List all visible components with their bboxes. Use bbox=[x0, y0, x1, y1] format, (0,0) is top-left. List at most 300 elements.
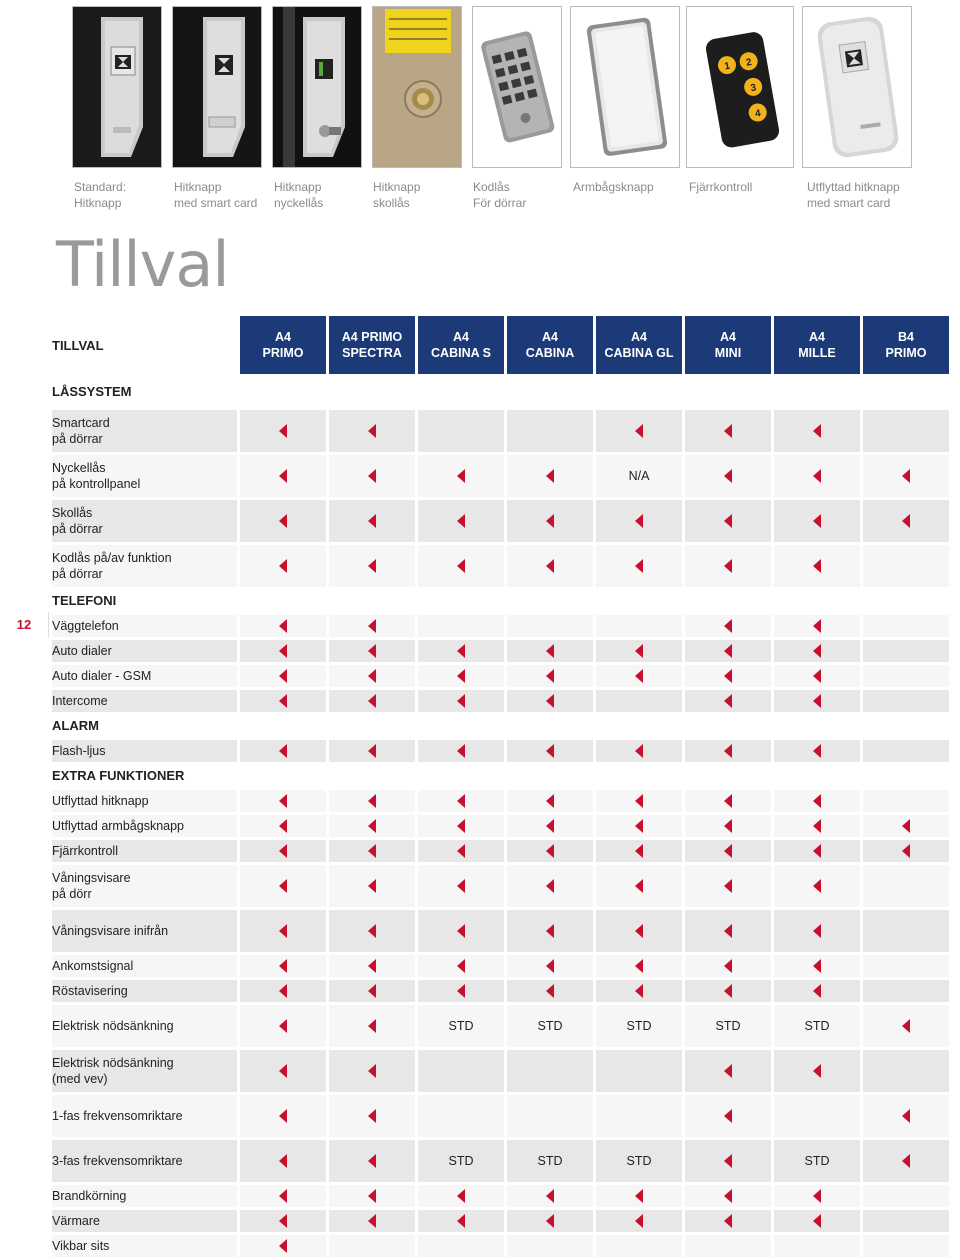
available-marker-icon bbox=[724, 844, 732, 858]
available-marker-icon bbox=[279, 984, 287, 998]
empty-cell bbox=[596, 715, 682, 737]
available-marker-icon bbox=[279, 844, 287, 858]
available-marker-icon bbox=[724, 984, 732, 998]
available-cell bbox=[329, 955, 415, 977]
available-cell bbox=[596, 910, 682, 952]
empty-cell bbox=[685, 377, 771, 407]
available-marker-icon bbox=[368, 959, 376, 973]
available-cell bbox=[774, 815, 860, 837]
table-row bbox=[52, 840, 949, 862]
available-cell bbox=[774, 545, 860, 587]
available-marker-icon bbox=[813, 984, 821, 998]
available-marker-icon bbox=[635, 959, 643, 973]
available-marker-icon bbox=[368, 1214, 376, 1228]
available-marker-icon bbox=[457, 819, 465, 833]
available-cell bbox=[774, 410, 860, 452]
table-row bbox=[52, 1210, 949, 1232]
available-marker-icon bbox=[457, 959, 465, 973]
available-marker-icon bbox=[902, 1019, 910, 1033]
caption-line: med smart card bbox=[174, 196, 258, 210]
row-label-line: Smartcard bbox=[52, 416, 110, 430]
column-header-line: A4 bbox=[542, 330, 558, 344]
empty-cell bbox=[329, 715, 415, 737]
available-marker-icon bbox=[546, 959, 554, 973]
caption-line: Hitknapp bbox=[373, 180, 421, 194]
available-marker-icon bbox=[279, 694, 287, 708]
available-marker-icon bbox=[457, 844, 465, 858]
remote-button-label: 2 bbox=[745, 56, 753, 69]
available-cell bbox=[329, 865, 415, 907]
empty-cell bbox=[329, 765, 415, 787]
caption-line: skollås bbox=[373, 196, 410, 210]
available-marker-icon bbox=[813, 559, 821, 573]
photo-utflyttad-hitknapp bbox=[802, 6, 912, 168]
available-marker-icon bbox=[457, 1214, 465, 1228]
available-cell bbox=[507, 690, 593, 712]
available-cell bbox=[685, 455, 771, 497]
available-marker-icon bbox=[635, 819, 643, 833]
row-label bbox=[52, 455, 237, 497]
available-marker-icon bbox=[368, 644, 376, 658]
available-cell bbox=[774, 980, 860, 1002]
available-cell bbox=[685, 690, 771, 712]
available-marker-icon bbox=[368, 469, 376, 483]
available-marker-icon bbox=[546, 744, 554, 758]
available-marker-icon bbox=[724, 559, 732, 573]
available-marker-icon bbox=[724, 794, 732, 808]
table-row bbox=[52, 665, 949, 687]
table-row bbox=[52, 500, 949, 542]
available-marker-icon bbox=[724, 744, 732, 758]
available-marker-icon bbox=[279, 1154, 287, 1168]
available-marker-icon bbox=[635, 879, 643, 893]
available-cell bbox=[774, 840, 860, 862]
available-cell bbox=[863, 815, 949, 837]
column-header-line: A4 bbox=[631, 330, 647, 344]
available-cell bbox=[329, 840, 415, 862]
available-marker-icon bbox=[368, 794, 376, 808]
row-label-line: 1-fas frekvensomriktare bbox=[52, 1109, 183, 1123]
hitknapp-standard-image bbox=[73, 7, 162, 168]
empty-cell bbox=[507, 590, 593, 612]
available-marker-icon bbox=[813, 1214, 821, 1228]
available-marker-icon bbox=[635, 1189, 643, 1203]
empty-cell bbox=[507, 715, 593, 737]
row-label-line: Intercome bbox=[52, 694, 108, 708]
available-marker-icon bbox=[813, 644, 821, 658]
empty-cell bbox=[863, 545, 949, 587]
available-cell bbox=[240, 1005, 326, 1047]
page-number: 12 bbox=[0, 612, 49, 638]
available-cell bbox=[507, 1210, 593, 1232]
available-marker-icon bbox=[279, 1189, 287, 1203]
column-header-line: CABINA S bbox=[431, 346, 491, 360]
available-marker-icon bbox=[813, 669, 821, 683]
available-marker-icon bbox=[457, 669, 465, 683]
available-cell bbox=[596, 955, 682, 977]
empty-cell bbox=[596, 1235, 682, 1257]
available-marker-icon bbox=[546, 1189, 554, 1203]
available-marker-icon bbox=[902, 1154, 910, 1168]
available-cell bbox=[774, 690, 860, 712]
available-marker-icon bbox=[368, 1019, 376, 1033]
empty-cell bbox=[863, 1185, 949, 1207]
available-marker-icon bbox=[457, 879, 465, 893]
available-marker-icon bbox=[279, 619, 287, 633]
empty-cell bbox=[507, 1095, 593, 1137]
empty-cell bbox=[863, 955, 949, 977]
available-cell bbox=[240, 545, 326, 587]
available-marker-icon bbox=[813, 744, 821, 758]
table-row bbox=[52, 790, 949, 812]
available-marker-icon bbox=[368, 694, 376, 708]
available-cell bbox=[507, 740, 593, 762]
column-header-line: B4 bbox=[898, 330, 914, 344]
available-cell bbox=[329, 665, 415, 687]
empty-cell bbox=[596, 1050, 682, 1092]
available-cell bbox=[507, 500, 593, 542]
table-row bbox=[52, 955, 949, 977]
empty-cell bbox=[418, 615, 504, 637]
available-cell bbox=[596, 865, 682, 907]
row-label-line: på kontrollpanel bbox=[52, 477, 141, 491]
available-cell bbox=[685, 740, 771, 762]
available-marker-icon bbox=[457, 1189, 465, 1203]
table-row bbox=[52, 1235, 949, 1257]
caption-line: Hitknapp bbox=[174, 180, 222, 194]
available-marker-icon bbox=[368, 1189, 376, 1203]
available-cell bbox=[240, 910, 326, 952]
available-marker-icon bbox=[279, 669, 287, 683]
available-cell bbox=[418, 665, 504, 687]
available-marker-icon bbox=[457, 644, 465, 658]
empty-cell bbox=[774, 377, 860, 407]
available-cell bbox=[596, 790, 682, 812]
available-cell bbox=[240, 500, 326, 542]
available-marker-icon bbox=[546, 879, 554, 893]
available-cell bbox=[685, 1095, 771, 1137]
available-marker-icon bbox=[635, 844, 643, 858]
row-label-line: Flash-ljus bbox=[52, 744, 106, 758]
available-cell bbox=[507, 455, 593, 497]
available-cell bbox=[596, 640, 682, 662]
caption-line: Standard: bbox=[74, 180, 127, 194]
empty-cell bbox=[418, 377, 504, 407]
table-row bbox=[52, 1185, 949, 1207]
caption-line: Fjärrkontroll bbox=[689, 180, 753, 194]
column-header-line: PRIMO bbox=[885, 346, 927, 360]
available-marker-icon bbox=[813, 924, 821, 938]
caption-line: Hitknapp bbox=[274, 180, 322, 194]
column-header-line: MILLE bbox=[798, 346, 836, 360]
row-label bbox=[52, 1095, 237, 1137]
caption-line: För dörrar bbox=[473, 196, 527, 210]
available-cell bbox=[418, 865, 504, 907]
empty-cell bbox=[507, 377, 593, 407]
column-header-line: A4 PRIMO bbox=[341, 330, 403, 344]
product-photo-strip bbox=[72, 6, 912, 168]
available-cell bbox=[418, 455, 504, 497]
available-cell bbox=[329, 615, 415, 637]
remote-button-label: 1 bbox=[723, 60, 731, 73]
section-heading: ALARM bbox=[52, 715, 237, 737]
available-marker-icon bbox=[724, 1064, 732, 1078]
available-cell bbox=[774, 665, 860, 687]
empty-cell bbox=[774, 590, 860, 612]
empty-cell bbox=[863, 790, 949, 812]
empty-cell bbox=[863, 910, 949, 952]
available-marker-icon bbox=[279, 1239, 287, 1253]
fjarrkontroll-image bbox=[687, 7, 794, 168]
table-row bbox=[52, 455, 949, 497]
value-cell: STD bbox=[418, 1005, 504, 1047]
available-marker-icon bbox=[813, 694, 821, 708]
available-marker-icon bbox=[546, 469, 554, 483]
column-header-b4-primo bbox=[863, 316, 949, 374]
available-cell bbox=[596, 500, 682, 542]
empty-cell bbox=[240, 377, 326, 407]
available-cell bbox=[685, 840, 771, 862]
row-label bbox=[52, 790, 237, 812]
empty-cell bbox=[863, 665, 949, 687]
available-cell bbox=[329, 1050, 415, 1092]
empty-cell bbox=[329, 1235, 415, 1257]
available-cell bbox=[685, 790, 771, 812]
available-marker-icon bbox=[813, 1064, 821, 1078]
available-cell bbox=[418, 545, 504, 587]
available-marker-icon bbox=[457, 984, 465, 998]
available-marker-icon bbox=[457, 559, 465, 573]
row-label-line: på dörrar bbox=[52, 522, 103, 536]
available-cell bbox=[685, 1050, 771, 1092]
available-marker-icon bbox=[279, 644, 287, 658]
available-marker-icon bbox=[724, 424, 732, 438]
available-marker-icon bbox=[724, 1214, 732, 1228]
available-cell bbox=[596, 665, 682, 687]
available-marker-icon bbox=[635, 744, 643, 758]
available-cell bbox=[240, 815, 326, 837]
section-row bbox=[52, 377, 949, 407]
available-cell bbox=[329, 980, 415, 1002]
available-cell bbox=[774, 615, 860, 637]
column-header-line: MINI bbox=[714, 346, 742, 360]
available-cell bbox=[240, 665, 326, 687]
available-marker-icon bbox=[546, 694, 554, 708]
empty-cell bbox=[418, 715, 504, 737]
available-cell bbox=[596, 840, 682, 862]
empty-cell bbox=[863, 1235, 949, 1257]
value-cell: STD bbox=[596, 1005, 682, 1047]
available-cell bbox=[596, 1210, 682, 1232]
available-cell bbox=[685, 865, 771, 907]
available-marker-icon bbox=[635, 1214, 643, 1228]
row-label bbox=[52, 615, 237, 637]
photo-hitknapp-skollas bbox=[372, 6, 462, 168]
available-marker-icon bbox=[279, 514, 287, 528]
available-cell bbox=[596, 410, 682, 452]
table-row bbox=[52, 740, 949, 762]
empty-cell bbox=[596, 1095, 682, 1137]
available-cell bbox=[329, 1005, 415, 1047]
available-cell bbox=[240, 955, 326, 977]
available-marker-icon bbox=[279, 794, 287, 808]
available-marker-icon bbox=[724, 469, 732, 483]
available-cell bbox=[329, 1095, 415, 1137]
available-cell bbox=[418, 1185, 504, 1207]
row-label bbox=[52, 955, 237, 977]
available-marker-icon bbox=[724, 514, 732, 528]
empty-cell bbox=[240, 765, 326, 787]
available-cell bbox=[240, 410, 326, 452]
row-label-line: Auto dialer - GSM bbox=[52, 669, 152, 683]
available-marker-icon bbox=[457, 924, 465, 938]
available-marker-icon bbox=[368, 514, 376, 528]
column-header-line: A4 bbox=[720, 330, 736, 344]
available-cell bbox=[863, 1005, 949, 1047]
available-cell bbox=[240, 1235, 326, 1257]
available-marker-icon bbox=[724, 644, 732, 658]
available-marker-icon bbox=[813, 424, 821, 438]
row-label bbox=[52, 640, 237, 662]
available-cell bbox=[685, 545, 771, 587]
kodlas-image bbox=[473, 7, 562, 168]
available-cell bbox=[240, 640, 326, 662]
empty-cell bbox=[685, 765, 771, 787]
caption-hitknapp-skollas bbox=[373, 179, 420, 211]
available-cell bbox=[685, 640, 771, 662]
row-label-line: Elektrisk nödsänkning bbox=[52, 1056, 174, 1070]
available-cell bbox=[418, 690, 504, 712]
available-cell bbox=[329, 815, 415, 837]
available-cell bbox=[685, 1140, 771, 1182]
table-row bbox=[52, 910, 949, 952]
caption-utflyttad-hitknapp bbox=[807, 179, 900, 211]
available-marker-icon bbox=[813, 794, 821, 808]
available-marker-icon bbox=[457, 694, 465, 708]
available-cell bbox=[507, 910, 593, 952]
available-cell bbox=[685, 910, 771, 952]
available-marker-icon bbox=[635, 984, 643, 998]
available-marker-icon bbox=[635, 424, 643, 438]
row-label bbox=[52, 545, 237, 587]
available-cell bbox=[240, 1050, 326, 1092]
photo-standard-hitknapp bbox=[72, 6, 162, 168]
available-marker-icon bbox=[279, 559, 287, 573]
available-cell bbox=[418, 740, 504, 762]
available-marker-icon bbox=[279, 1019, 287, 1033]
available-cell bbox=[596, 1185, 682, 1207]
column-header-line: A4 bbox=[275, 330, 291, 344]
available-marker-icon bbox=[724, 819, 732, 833]
empty-cell bbox=[685, 590, 771, 612]
available-marker-icon bbox=[368, 1109, 376, 1123]
row-label-line: Röstavisering bbox=[52, 984, 128, 998]
available-cell bbox=[863, 455, 949, 497]
empty-cell bbox=[863, 715, 949, 737]
section-heading: LÅSSYSTEM bbox=[52, 377, 237, 407]
available-cell bbox=[507, 955, 593, 977]
available-marker-icon bbox=[546, 669, 554, 683]
table-body bbox=[52, 377, 949, 1257]
available-marker-icon bbox=[546, 844, 554, 858]
row-label bbox=[52, 410, 237, 452]
available-marker-icon bbox=[902, 469, 910, 483]
table-row bbox=[52, 545, 949, 587]
available-cell bbox=[774, 955, 860, 977]
row-label bbox=[52, 665, 237, 687]
available-marker-icon bbox=[902, 514, 910, 528]
empty-cell bbox=[596, 615, 682, 637]
available-cell bbox=[507, 545, 593, 587]
available-cell bbox=[329, 1185, 415, 1207]
available-cell bbox=[240, 980, 326, 1002]
table-row bbox=[52, 1005, 949, 1047]
column-header-a4-cabina bbox=[507, 316, 593, 374]
section-heading: EXTRA FUNKTIONER bbox=[52, 765, 237, 787]
empty-cell bbox=[774, 715, 860, 737]
remote-button-label: 4 bbox=[754, 108, 762, 120]
available-marker-icon bbox=[457, 744, 465, 758]
available-cell bbox=[863, 840, 949, 862]
table-row bbox=[52, 615, 949, 637]
row-label-line: Utflyttad hitknapp bbox=[52, 794, 149, 808]
empty-cell bbox=[685, 1235, 771, 1257]
available-cell bbox=[240, 790, 326, 812]
row-label bbox=[52, 840, 237, 862]
available-cell bbox=[329, 740, 415, 762]
available-marker-icon bbox=[902, 1109, 910, 1123]
available-cell bbox=[685, 815, 771, 837]
available-marker-icon bbox=[546, 559, 554, 573]
section-heading: TELEFONI bbox=[52, 590, 237, 612]
row-label-line: Skollås bbox=[52, 506, 93, 520]
available-cell bbox=[240, 615, 326, 637]
column-header-a4-primo bbox=[240, 316, 326, 374]
caption-line: med smart card bbox=[807, 196, 891, 210]
empty-cell bbox=[863, 765, 949, 787]
available-cell bbox=[240, 690, 326, 712]
empty-cell bbox=[863, 690, 949, 712]
empty-cell bbox=[863, 410, 949, 452]
row-label-line: på dörr bbox=[52, 887, 92, 901]
available-cell bbox=[418, 815, 504, 837]
available-marker-icon bbox=[279, 879, 287, 893]
available-cell bbox=[685, 665, 771, 687]
available-marker-icon bbox=[724, 1109, 732, 1123]
row-label bbox=[52, 980, 237, 1002]
caption-fjarrkontroll bbox=[689, 179, 752, 195]
available-marker-icon bbox=[813, 469, 821, 483]
table-row bbox=[52, 980, 949, 1002]
row-label-line: (med vev) bbox=[52, 1072, 108, 1086]
available-cell bbox=[418, 500, 504, 542]
available-cell bbox=[774, 790, 860, 812]
row-label bbox=[52, 1005, 237, 1047]
available-marker-icon bbox=[724, 959, 732, 973]
available-marker-icon bbox=[902, 819, 910, 833]
available-marker-icon bbox=[368, 619, 376, 633]
empty-cell bbox=[774, 1235, 860, 1257]
column-header-a4-primo-spectra bbox=[329, 316, 415, 374]
hitknapp-skollas-image bbox=[373, 7, 462, 168]
caption-hitknapp-nyckellas bbox=[274, 179, 323, 211]
row-label-line: på dörrar bbox=[52, 567, 103, 581]
empty-cell bbox=[774, 1095, 860, 1137]
available-cell bbox=[329, 410, 415, 452]
available-cell bbox=[685, 980, 771, 1002]
empty-cell bbox=[418, 765, 504, 787]
available-cell bbox=[418, 640, 504, 662]
